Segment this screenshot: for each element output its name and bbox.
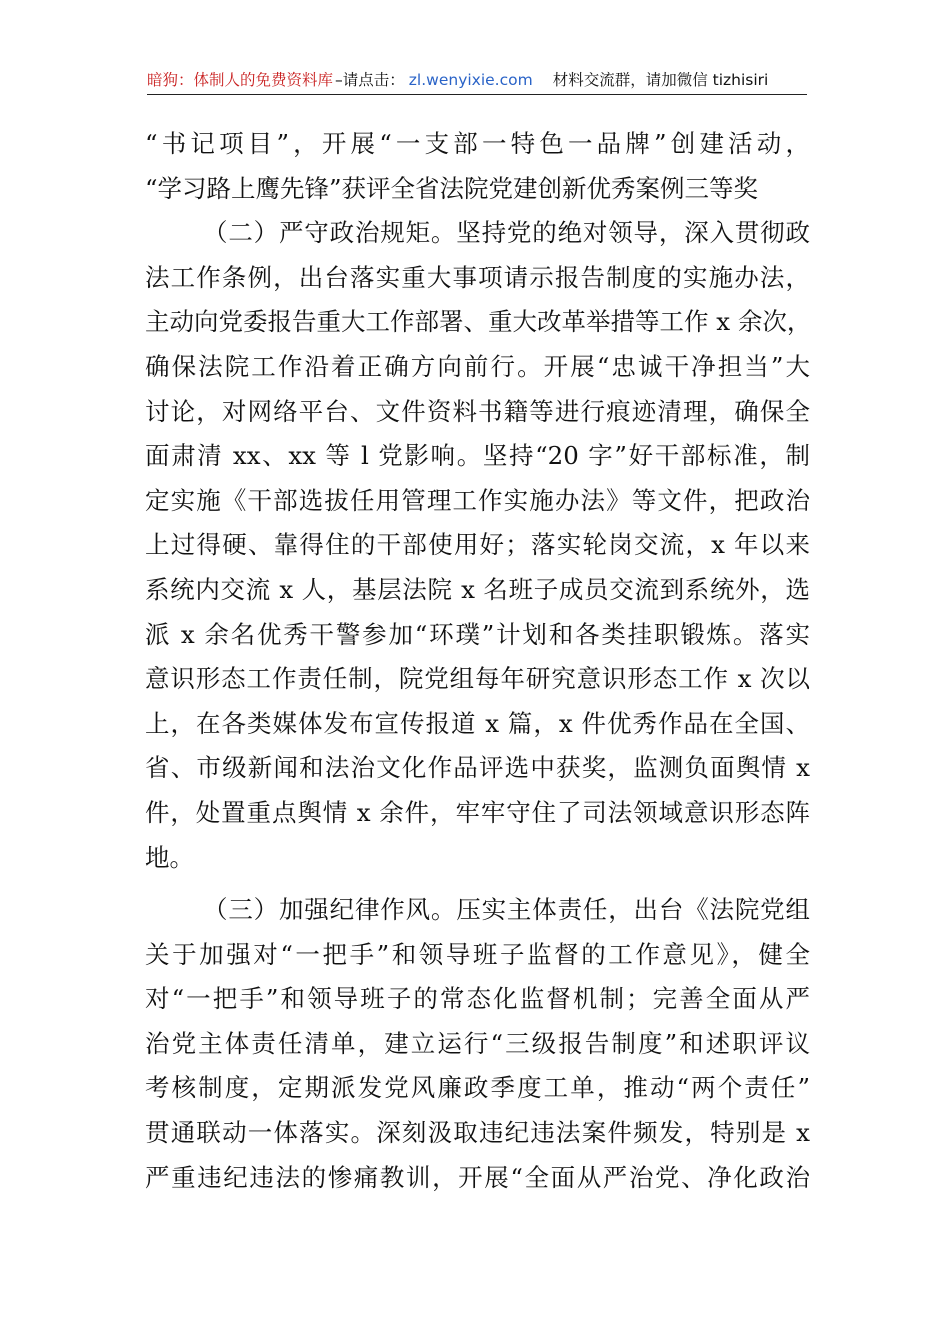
paragraph-gap — [145, 880, 810, 888]
text-line: 意识形态工作责任制，院党组每年研究意识形态工作 x 次以 — [145, 664, 810, 694]
text-line: （二）严守政治规矩。坚持党的绝对领导，深入贯彻政 — [203, 218, 810, 248]
text-line: 上，在各类媒体发布宣传报道 x 篇，x 件优秀作品在全国、 — [145, 708, 810, 738]
text-line: 法工作条例，出台落实重大事项请示报告制度的实施办法， — [145, 262, 810, 292]
text-line: 严重违纪违法的惨痛教训，开展“全面从严治党、净化政治 — [145, 1162, 810, 1192]
document-body — [145, 122, 810, 1200]
header-url-link[interactable]: zl.wenyixie.com — [408, 71, 533, 89]
text-line: 讨论，对网络平台、文件资料书籍等进行痕迹清理，确保全 — [145, 396, 810, 426]
header-contact: 材料交流群，请加微信 tizhisiri — [552, 71, 769, 89]
text-line: 确保法院工作沿着正确方向前行。开展“忠诚干净担当”大 — [145, 351, 810, 381]
text-line: 件，处置重点舆情 x 余件，牢牢守住了司法领域意识形态阵 — [145, 797, 810, 827]
text-line: 地。 — [145, 842, 194, 872]
text-line: 考核制度，定期派发党风廉政季度工单，推动“两个责任” — [145, 1073, 810, 1103]
text-line: 定实施《干部选拔任用管理工作实施办法》等文件，把政治 — [145, 485, 810, 515]
text-line: 派 x 余名优秀干警参加“环璞”计划和各类挂职锻炼。落实 — [145, 619, 810, 649]
text-line: 面肃清 xx、xx 等 l 党影响。坚持“20 字”好干部标准，制 — [145, 441, 810, 471]
watermark-header — [147, 66, 807, 95]
text-line: （三）加强纪律作风。压实主体责任，出台《法院党组 — [203, 895, 810, 925]
text-line: 治党主体责任清单，建立运行“三级报告制度”和述职评议 — [145, 1028, 810, 1058]
header-brand: 暗狗：体制人的免费资料库 — [147, 71, 334, 89]
text-line: 省、市级新闻和法治文化作品评选中获奖，监测负面舆情 x — [145, 753, 810, 783]
text-line: 贯通联动一体落实。深刻汲取违纪违法案件频发，特别是 x — [145, 1118, 810, 1148]
text-line: 关于加强对“一把手”和领导班子监督的工作意见》，健全 — [145, 939, 810, 969]
text-line: 主动向党委报告重大工作部署、重大改革举措等工作 x 余次， — [145, 307, 812, 337]
text-line: “书记项目”，开展“一支部一特色一品牌”创建活动， — [145, 129, 810, 158]
text-line: 对“一把手”和领导班子的常态化监督机制；完善全面从严 — [145, 984, 810, 1014]
text-line: 系统内交流 x 人，基层法院 x 名班子成员交流到系统外，选 — [145, 574, 810, 604]
header-click-prefix: –请点击： — [335, 71, 405, 89]
text-line: “学习路上鹰先锋”获评全省法院党建创新优秀案例三等奖 — [145, 173, 759, 203]
text-line: 上过得硬、靠得住的干部使用好；落实轮岗交流，x 年以来 — [145, 530, 810, 560]
